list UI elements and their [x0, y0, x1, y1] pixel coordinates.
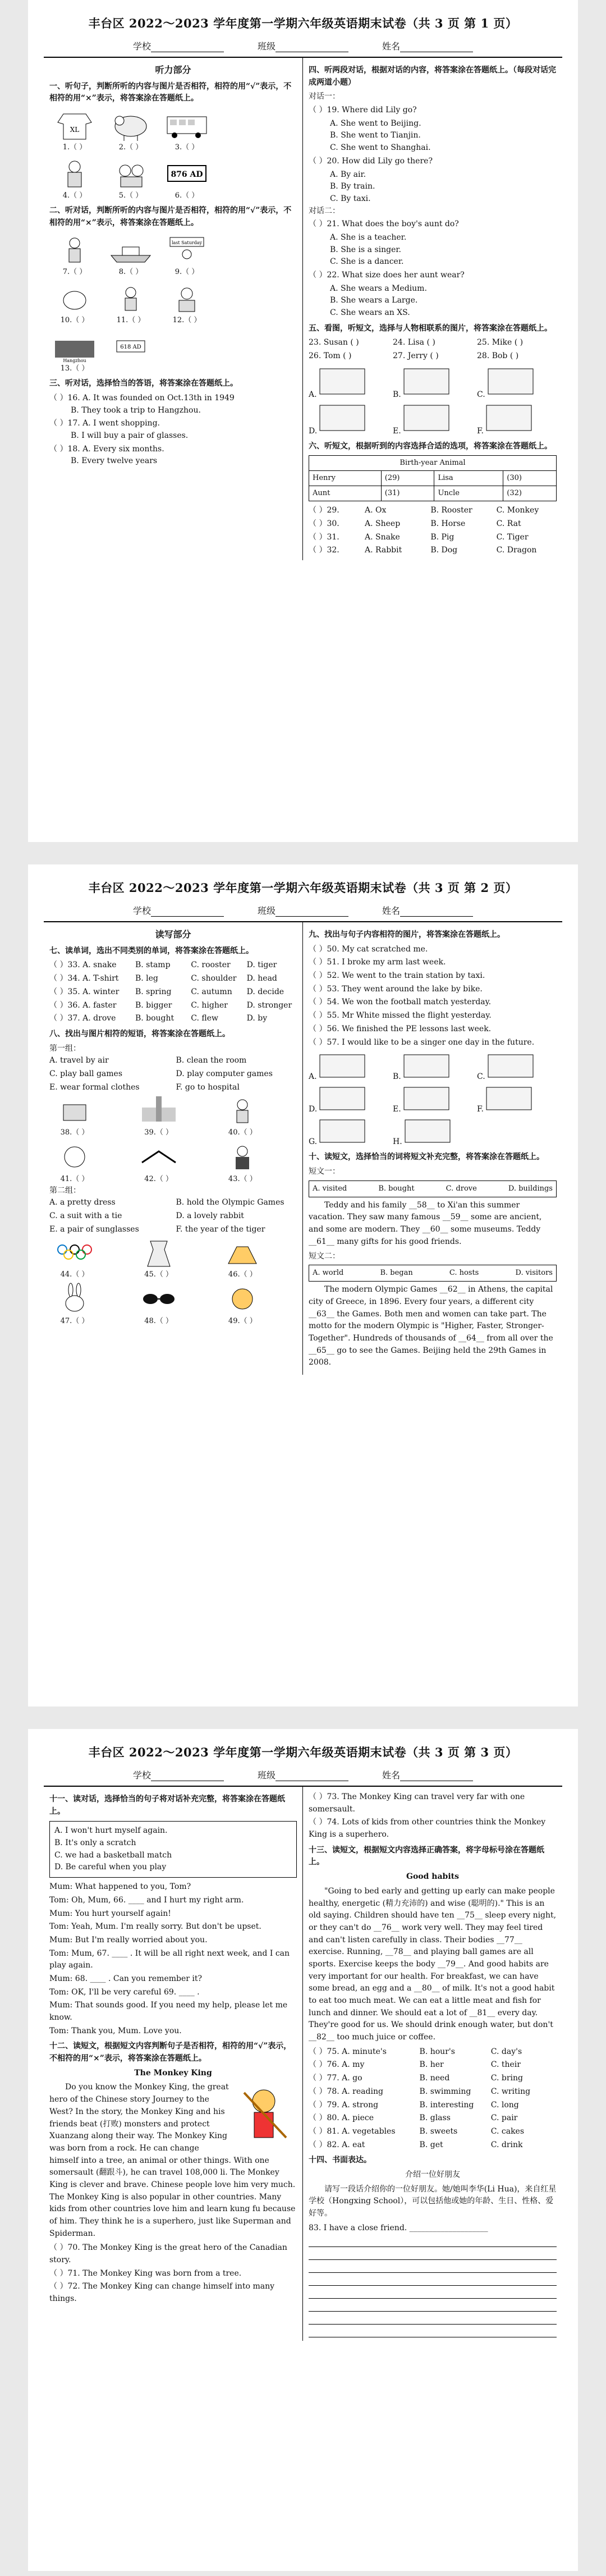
passage-text: The modern Olympic Games __62__ in Athens, the capital city of Greece, in 1896. Every four years, a different city __63__ the Games. Both men and women can take part. The motto for the modern Olympic is "Higher, Faster, Stronger-Together". Hundreds of thousands of __64__ from all over the __65__ go to see the Games. Beijing held the 29th Games in 2008. — [309, 1285, 553, 1367]
school-field[interactable] — [151, 907, 224, 917]
question-heading: 十一、读对话，选择恰当的句子将对话补充完整，将答案涂在答题纸上。 — [49, 1795, 285, 1816]
student-info: 学校 班级 姓名 — [44, 904, 562, 917]
year-label: 876 AD — [171, 170, 203, 180]
school-field[interactable] — [151, 43, 224, 52]
class-label: 班级 — [257, 41, 276, 52]
left-column: 十一、读对话，选择恰当的句子将对话补充完整，将答案涂在答题纸上。 A. I won't hurt myself again. B. It's only a scratch C. we had a basketball match D. Be careful when you play Mum: What happened to you, Tom? Tom: Oh, Mum, 66. ____ and I hurt my right arm. Mum: You hurt yourself again! Tom: Yeah, Mum. I'm really sorry. But don't be upset. Mum: But I'm really worried about you. Tom: Mum, 67. ____ . It will be all right next week, and I can play again. Mum: 68. ____ . Can you remember it? Tom: OK, I'll be very careful 69. ____ . Mum: That sounds good. If you need my help, please let me know. Tom: Thank you, Mum. Love you. 十二、读短文，根据短文内容判断句子是否相符，相符的用“√”表示，不相符的用“×”表示，将答案涂在答题纸上。 The Monkey King Do you know the Monkey King, the great hero of the Chinese story Journey to the West? In the story, the Monkey King and his friends beat (打败) monsters and protect Xuanzang along their way. The Monkey King was born from a rock. He can change himself into a tree, an animal or other things. With one somersault (翻跟斗), he can travel 108,000 li. The Monkey King is clever and brave. Chinese people love him very much. The Monkey King is also popular in other countries. Many kids from other countries love him and learn kung fu because of him. They think he is a superhero, just like Superman and Spiderman. （ ）70. The Monkey King is the great hero of the Canadian story. （ ）71. The Monkey King was born from a tree. （ ）72. The Monkey King can change himself into many things. — [44, 1787, 303, 2341]
question-heading: 十二、读短文，根据短文内容判断句子是否相符，相符的用“√”表示，不相符的用“×”表示，将答案涂在答题纸上。 — [49, 2042, 292, 2063]
question-heading: 九、找出与句子内容相符的图片，将答案涂在答题纸上。 — [309, 930, 505, 939]
question-17: （ ）17. A. I went shopping. B. I will buy a pair of glasses. — [49, 419, 189, 440]
group-label: 第二组： — [49, 1186, 81, 1195]
passage-title: The Monkey King — [134, 2068, 212, 2078]
name-field[interactable] — [400, 907, 473, 917]
answer-label: 11.（ ） — [116, 315, 145, 324]
exam-page-1 — [28, 0, 578, 842]
page-title: 丰台区 2022～2023 学年度第一学期六年级英语期末试卷（共 3 页 第 2 页） — [88, 881, 518, 895]
question-heading: 三、听对话，选择恰当的答语，将答案涂在答题纸上。 — [49, 379, 238, 388]
question-heading: 十、读短文，选择恰当的词将短文补充完整，将答案涂在答题纸上。 — [309, 1152, 544, 1162]
picture-1 — [49, 108, 100, 153]
q9-pictures: A. B. C. D. E. F. G. H. — [309, 1052, 557, 1148]
answer-label: 13.（ ） — [60, 364, 89, 373]
name-label: 姓名 — [382, 41, 401, 52]
answer-label: 1.（ ） — [62, 143, 87, 152]
group2-pictures: 44.（ ） 45.（ ） 46.（ ） 47.（ ） 48.（ ） 49.（ ） — [49, 1236, 297, 1326]
q13-rows: （ ）75. A. minute's B. hour's C. day's （ ）76. A. my B. her C. their （ ）77. A. go B. need C. bring （ ）78. A. reading B. swimming C. writing （ ）79. A. strong B. interesting C. long （ ）80. A. piece B. glass C. pair （ ）81. A. vegetables B. sweets C. cakes （ ）82. A. eat B. get C. drink — [309, 2047, 531, 2149]
passage-label: 短文二： — [309, 1251, 340, 1261]
picture-11 — [105, 281, 156, 326]
word-box: A. world B. began C. hosts D. visitors — [309, 1265, 557, 1282]
writing-prompt: 请写一段话介绍你的一位好朋友。她/她叫李华(Li Hua)，来自红星学校（Hongxing School），可以包括他或她的年龄、生日、性格、爱好等。 — [309, 2184, 557, 2218]
left-column — [44, 922, 303, 1375]
picture-13 — [49, 330, 100, 374]
question-22: （ ）22. What size does her aunt wear? — [309, 271, 465, 280]
picture-9 — [162, 233, 212, 278]
answer-label: 3.（ ） — [175, 143, 199, 152]
answer-label: 10.（ ） — [60, 315, 89, 324]
animal-table: Birth-year Animal Henry (29) Lisa (30) Aunt (31) Uncle (32) — [309, 455, 557, 501]
answer-label: 12.（ ） — [172, 315, 201, 324]
answer-label: 4.（ ） — [62, 191, 87, 200]
answer-label: 5.（ ） — [118, 191, 143, 200]
question-heading: 二、听对话，判断所听的内容与图片是否相符，相符的用“√”表示，不相符的用“×”表示，将答案涂在答题纸上。 — [49, 206, 292, 228]
q29-32: （ ）29. A. Ox B. Rooster C. Monkey （ ）30. A. Sheep B. Horse C. Rat （ ）31. A. Snake B. Pig C. Tiger （ ）32. A. Rabbit B. Dog C. Dragon — [309, 506, 539, 555]
page-title: 丰台区 2022～2023 学年度第一学期六年级英语期末试卷（共 3 页 第 3 页） — [88, 1745, 518, 1759]
picture-4 — [49, 157, 100, 202]
dialog: Mum: What happened to you, Tom? Tom: Oh, Mum, 66. ____ and I hurt my right arm. Mum: You hurt yourself again! Tom: Yeah, Mum. I'm really sorry. But don't be upset. Mum: But I'm really worried about you. Tom: Mum, 67. ____ . It will be all right next week, and I can play again. Mum: 68. ____ . Can you remember it? Tom: OK, I'll be very careful 69. ____ . Mum: That sounds good. If you need my help, please let me know. Tom: Thank you, Mum. Love you. — [49, 1882, 290, 2035]
place-label: Hangzhou — [63, 358, 86, 364]
dialog-label: 对话二： — [309, 206, 340, 216]
name-field[interactable] — [400, 43, 473, 52]
picture-6 — [162, 157, 212, 202]
class-field[interactable] — [276, 1772, 348, 1781]
question-18: （ ）18. A. Every six months. B. Every twelve years — [49, 444, 164, 466]
year-label-618: 618 AD — [120, 344, 141, 351]
monkey-king-illustration — [233, 2081, 295, 2143]
picture-3 — [162, 108, 212, 153]
right-column: （ ）73. The Monkey King can travel very far with one somersault. （ ）74. Lots of kids from other countries think the Monkey King is a superhero. 十三、读短文，根据短文内容选择正确答案，将字母标号涂在答题纸上。 Good habits "Going to bed early and getting up early can make people healthy, energetic (精力充沛的) and wise (聪明的)." This is an old saying. Children should have ten __75__ sleep every night, or they can't do __76__ work very well. They may feel tired and can't listen carefully in class. Their bodies __77__ exercise. Running, __78__ and playing ball games are all sports. Exercise keeps the body __79__. And good habits are very important for our health. For breakfast, we can have some bread, an egg and a __80__ of milk. It's not a good habit to eat too much meat. We can eat a little meat and fish for lunch and dinner. We should eat a lot of __81__ every day. They're good for us. We should drink enough water, but don't __82__ too much juice or coffee. （ ）75. A. minute's B. hour's C. day's （ ）76. A. my B. her C. their （ ）77. A. go B. need C. bring （ ）78. A. reading B. swimming C. writing （ ）79. A. strong B. interesting C. long （ ）80. A. piece B. glass C. pair （ ）81. A. vegetables B. sweets C. cakes （ ）82. A. eat B. get C. drink 十四、书面表达。 介绍一位好朋友 请写一段话介绍你的一位好朋友。她/她叫李华(Li Hua)，来自红星学校（Hongxing School），可以包括他或她的年龄、生日、性格、爱好等。 83. I have a close friend. ____________________ — [303, 1787, 562, 2341]
question-heading: 六、听短文，根据听到的内容选择合适的选项，将答案涂在答题纸上。 — [309, 442, 552, 451]
picture-7 — [49, 233, 100, 278]
question-19: （ ）19. Where did Lily go? — [309, 106, 417, 115]
passage-text: Teddy and his family __58__ to Xi'an this summer vacation. They saw many famous __59__ some are ancient, and some are modern. They __60__ some museums. Teddy __61__ many gifts for his good friends. — [309, 1200, 542, 1246]
group2-options: A. a pretty dress B. hold the Olympic Games C. a suit with a tie D. a lovely rabbit E. a pair of sunglasses F. the year of the tiger — [49, 1198, 284, 1234]
sentence-options: A. I won't hurt myself again. B. It's only a scratch C. we had a basketball match D. Be careful when you play — [49, 1821, 297, 1878]
question-heading: 十四、书面表达。 — [309, 2156, 371, 2165]
group1-pictures: 38.（ ） 39.（ ） 40.（ ） 41.（ ） 42.（ ） 43.（ ） — [49, 1093, 297, 1184]
page-title: 丰台区 2022～2023 学年度第一学期六年级英语期末试卷（共 3 页 第 1 页） — [88, 16, 518, 30]
answer-label: 2.（ ） — [118, 143, 143, 152]
right-column: 四、听两段对话，根据对话的内容，将答案涂在答题纸上。（每段对话完成两道小题） 对话一： （ ）19. Where did Lily go? A. She went to Beijing. B. She went to Tianjin. C. She went to Shanghai. （ ）20. How did Lily go there? A. By air. B. By train. C. By taxi. 对话二： （ ）21. What does the boy's aunt do? A. She is a teacher. B. She is a singer. C. She is a dancer. （ ）22. What size does her aunt wear? A. She wears a Medium. B. She wears a Large. C. She wears an XS. 五、看图，听短文，选择与人物相联系的图片，将答案涂在答题纸上。 23. Susan ( ) 24. Lisa ( ) 25. Mike ( ) 26. Tom ( ) 27. Jerry ( ) 28. Bob ( ) A. B. C. D. E. F. 六、听短文，根据听到的内容选择合适的选项，将答案涂在答题纸上。 Birth-year Animal Henry (29) Lisa (30) Aunt (31) Uncle (32) （ ）29. A. Ox B. Rooster C. Monkey （ ）30. A. Sheep B. Horse C. Rat （ ）31. A. Snake B. Pig C. Tiger （ ）32. A. Rabbit B. Dog C. Dragon — [303, 58, 562, 560]
exam-page-3 — [28, 1729, 578, 2571]
question-heading: 七、读单词，选出不同类别的单词，将答案涂在答题纸上。 — [49, 946, 254, 955]
picture-14 — [105, 330, 156, 374]
passage-text: Do you know the Monkey King, the great hero of the Chinese story Journey to the West? In the story, the Monkey King and his friends beat (打败) monsters and protect Xuanzang along their way. The Monkey King was born from a rock. He can change himself into a tree, an animal or other things. With one somersault (翻跟斗), he can travel 108,000 li. The Monkey King is clever and brave. Chinese people love him very much. The Monkey King is also popular in other countries. Many kids from other countries love him and learn kung fu because of him. They think he is a superhero, just like Superman and Spiderman. — [49, 2083, 296, 2238]
person-list: 23. Susan ( ) 24. Lisa ( ) 25. Mike ( ) 26. Tom ( ) 27. Jerry ( ) 28. Bob ( ) — [309, 338, 524, 361]
writing-topic: 介绍一位好朋友 — [405, 2170, 460, 2179]
question-heading: 八、找出与图片相符的短语，将答案涂在答题纸上。 — [49, 1029, 230, 1038]
right-column: 九、找出与句子内容相符的图片，将答案涂在答题纸上。 （ ）50. My cat scratched me. （ ）51. I broke my arm last week. （ ）52. We went to the train station by taxi. （ ）53. They went around the lake by bike. （ ）54. We won the football match yesterday. （ ）55. Mr White missed the flight yesterday. （ ）56. We finished the PE lessons last week. （ ）57. I would like to be a singer one day in the future. A. B. C. D. E. F. G. H. 十、读短文，选择恰当的词将短文补充完整，将答案涂在答题纸上。 短文一： A. visited B. bought C. drove D. buildings Teddy and his family __58__ to Xi'an this summer vacation. They saw many famous __59__ some are ancient, and some are modern. They __60__ some museums. Teddy __61__ many gifts for his good friends. 短文二： A. world B. began C. hosts D. visitors The modern Olympic Games __62__ in Athens, the capital city of Greece, in 1896. Every four years, a different city __63__ the Games. Both men and women can take part. The motto for the modern Olympic is "Higher, Faster, Stronger-Together". Hundreds of thousands of __64__ from all over the __65__ go to see the Games. Beijing held the 29th Games in 2008. — [303, 922, 562, 1375]
answer-label: 6.（ ） — [175, 191, 199, 200]
question-heading: 四、听两段对话，根据对话的内容，将答案涂在答题纸上。（每段对话完成两道小题） — [309, 66, 556, 87]
xl-label: XL — [70, 126, 80, 134]
answer-label: 9.（ ） — [175, 267, 199, 276]
group-label: 第一组： — [49, 1044, 81, 1053]
answer-label: 8.（ ） — [118, 267, 143, 276]
left-column — [44, 58, 303, 560]
question-16: （ ）16. A. It was founded on Oct.13th in 1949 B. They took a trip to Hangzhou. — [49, 393, 235, 415]
group1-options: A. travel by air B. clean the room C. play ball games D. play computer games E. wear formal clothes F. go to hospital — [49, 1056, 273, 1092]
picture-10 — [49, 281, 100, 326]
question-heading: 一、听句子，判断所听的内容与图片是否相符，相符的用“√”表示，不相符的用“×”表示，将答案涂在答题纸上。 — [49, 81, 292, 103]
picture-8 — [105, 233, 156, 278]
class-field[interactable] — [276, 907, 348, 917]
question-20: （ ）20. How did Lily go there? — [309, 156, 433, 166]
picture-options: A. B. C. D. E. F. — [309, 366, 557, 437]
question-heading: 十三、读短文，根据短文内容选择正确答案，将字母标号涂在答题纸上。 — [309, 1845, 544, 1867]
school-label: 学校 — [132, 41, 151, 52]
section-title: 读写部分 — [155, 929, 191, 940]
student-info — [44, 39, 562, 52]
class-field[interactable] — [276, 43, 348, 52]
name-field[interactable] — [400, 1772, 473, 1781]
school-field[interactable] — [151, 1772, 224, 1781]
date-label: last Saturday — [171, 240, 203, 245]
answer-label: 7.（ ） — [62, 267, 87, 276]
passage-text: "Going to bed early and getting up early can make people healthy, energetic (精力充沛的) and wise (聪明的)." This is an old saying. Children should have ten __75__ sleep every night, or they can't do __76__ work very well. They may feel tired and can't listen carefully in class. Their bodies __77__ exercise. Running, __78__ and playing ball games are all sports. Exercise keeps the body __79__. And good habits are very important for our health. For breakfast, we can have some bread, an egg and a __80__ of milk. It's not a good habit to eat too much meat. We can eat a little meat and fish for lunch and dinner. We should eat a lot of __81__ every day. They're good for us. We should drink enough water, but don't __82__ too much juice or coffee. — [309, 1886, 557, 2042]
picture-12 — [162, 281, 212, 326]
q7-rows: （ ）33. A. snake B. stamp C. rooster D. tiger （ ）34. A. T-shirt B. leg C. shoulder D. head （ ）35. A. winter B. spring C. autumn D. decide （ ）36. A. faster B. bigger C. higher D. stronger （ ）37. A. drove B. bought C. flew D. by — [49, 960, 292, 1023]
section-title: 听力部分 — [155, 65, 191, 75]
dialog-label: 对话一： — [309, 92, 340, 102]
passage-title: Good habits — [406, 1872, 459, 1882]
writing-lines[interactable] — [309, 2234, 557, 2337]
passage-label: 短文一： — [309, 1166, 340, 1176]
picture-2 — [105, 108, 156, 153]
word-box: A. visited B. bought C. drove D. buildings — [309, 1181, 557, 1197]
student-info: 学校 班级 姓名 — [44, 1768, 562, 1781]
picture-5 — [105, 157, 156, 202]
question-21: （ ）21. What does the boy's aunt do? — [309, 219, 459, 229]
exam-page-2 — [28, 864, 578, 1706]
writing-start: 83. I have a close friend. ____________________ — [309, 2223, 488, 2232]
question-heading: 五、看图，听短文，选择与人物相联系的图片，将答案涂在答题纸上。 — [309, 323, 552, 333]
